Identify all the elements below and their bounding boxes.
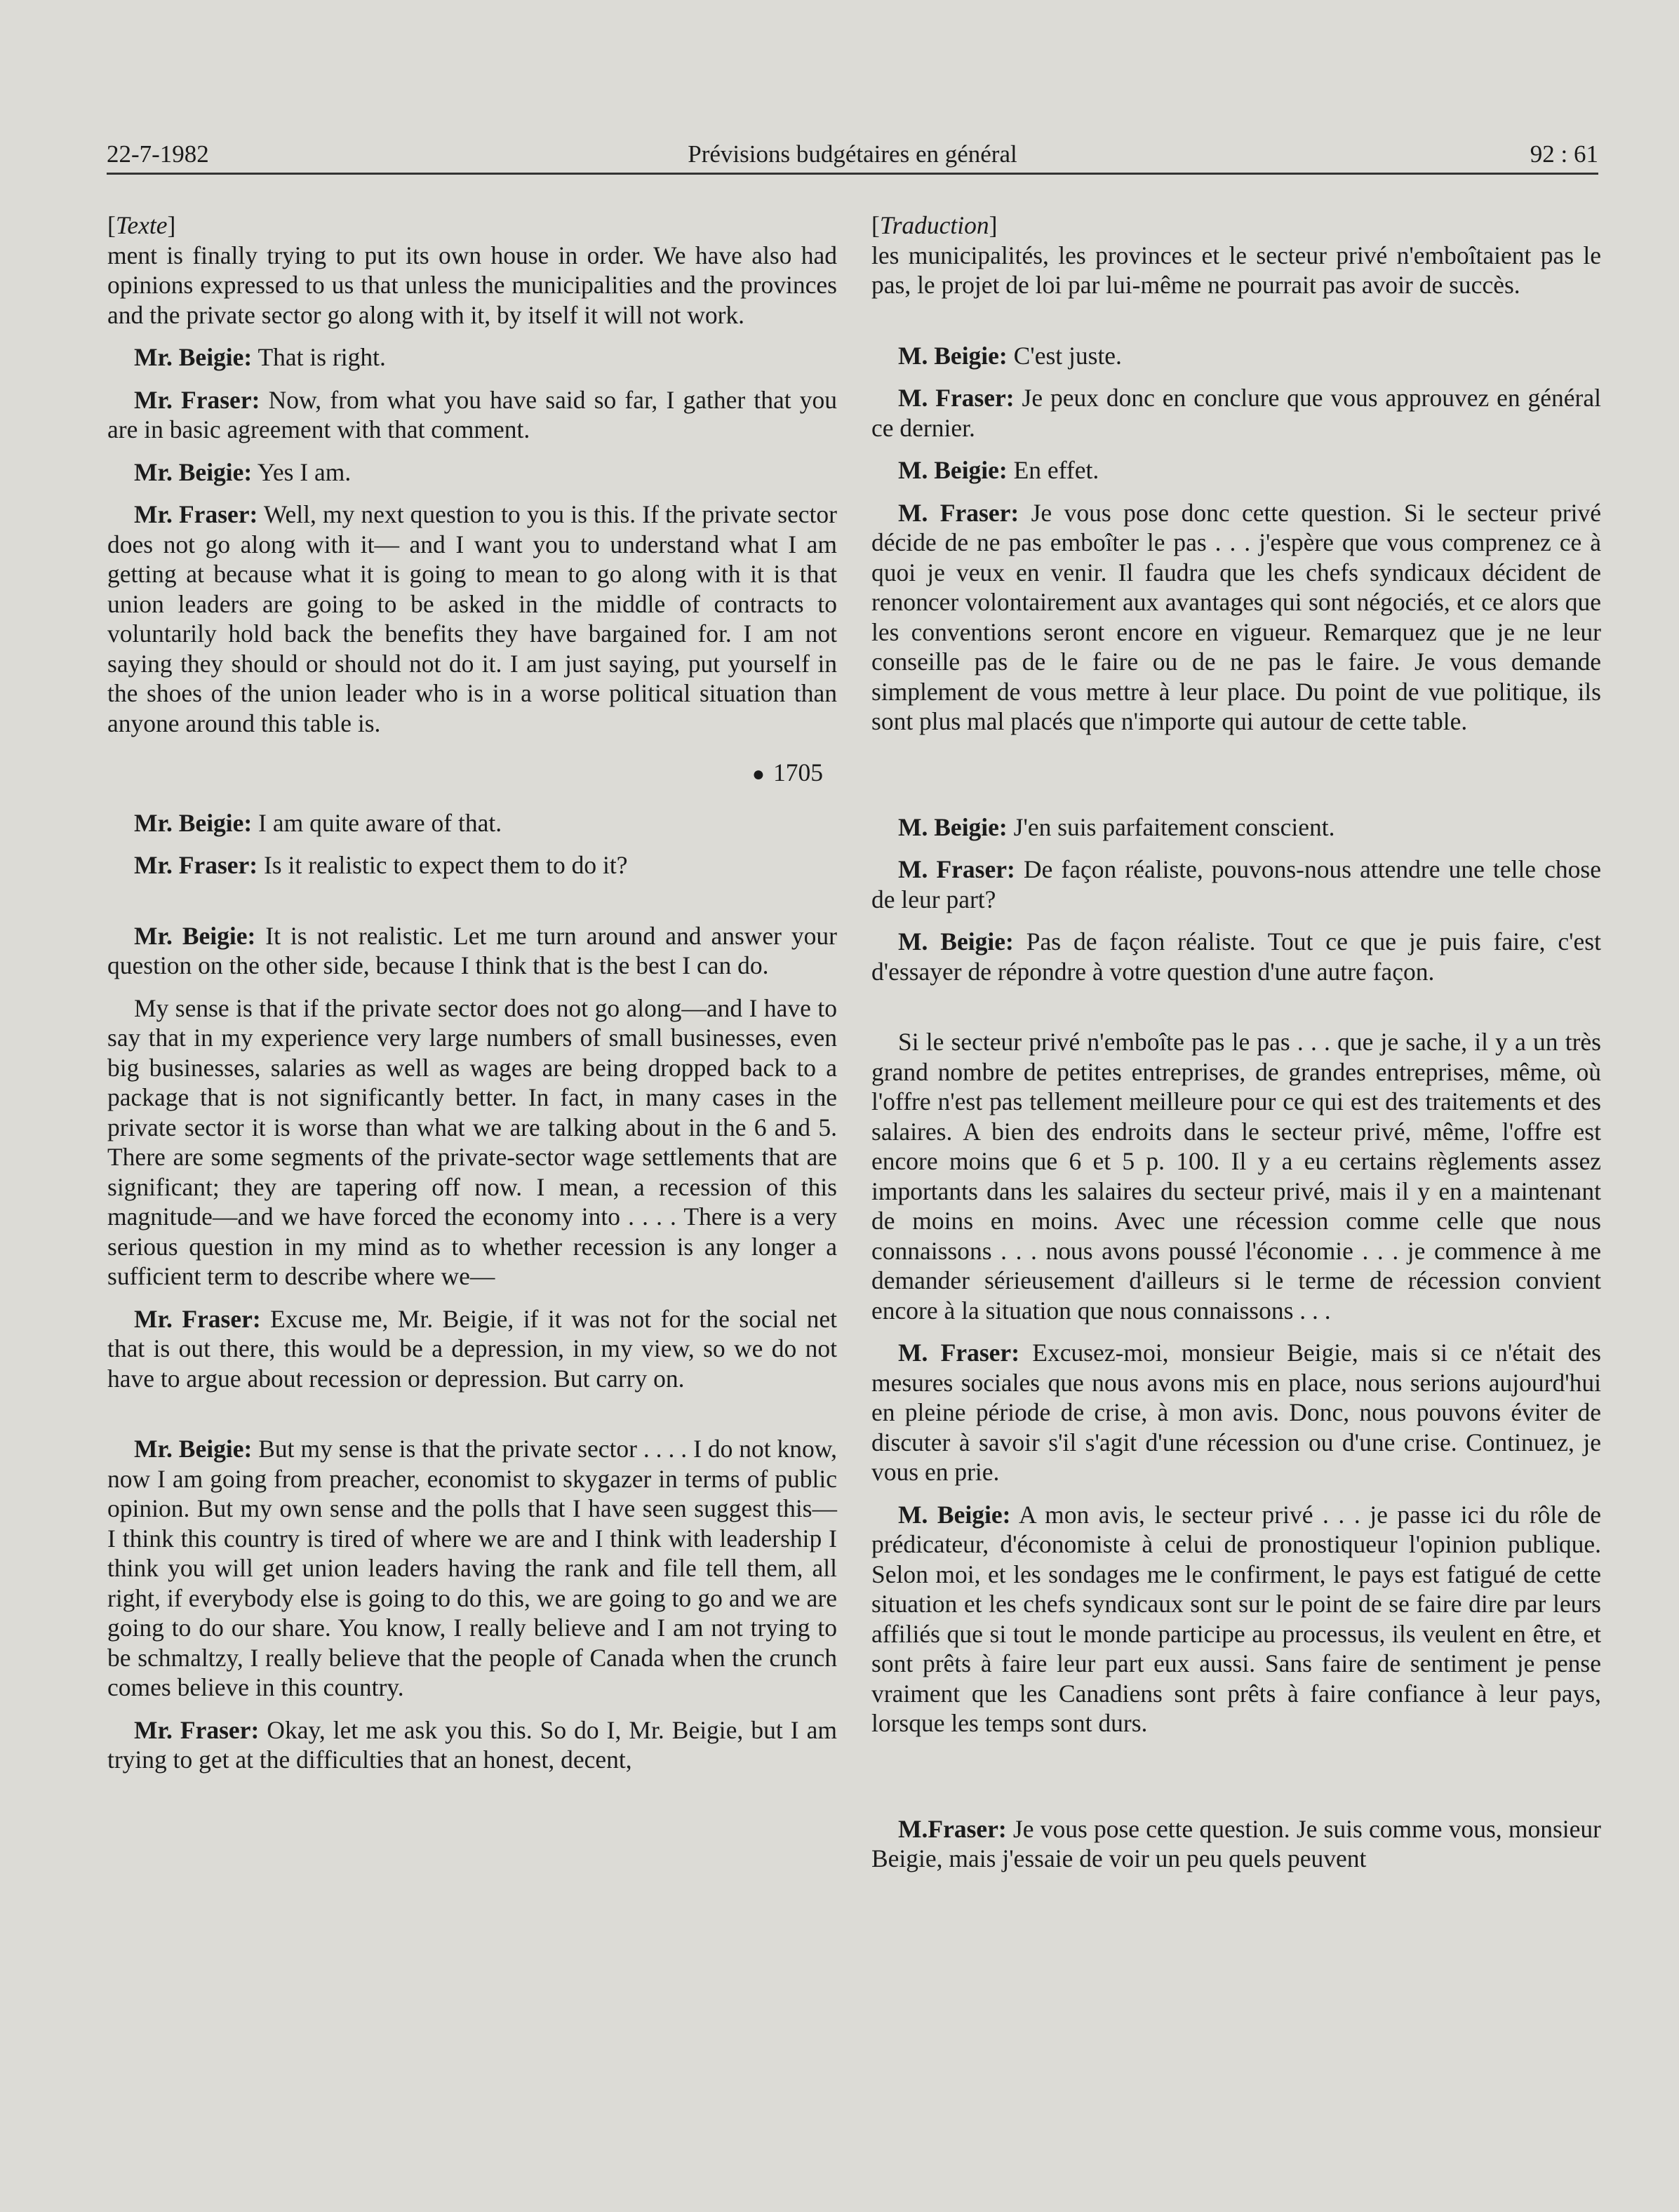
paragraph: ment is finally trying to put its own house in order. We have also had opinions expressed to us that unless the municipalities and the provinces and the private sector go along with it, by itself it will not work. xyxy=(107,241,837,329)
speech: M.Fraser: Je vous pose cette question. Je suis comme vous, monsieur Beigie, mais j'essaie de voir un peu quels peuvent xyxy=(871,1814,1601,1872)
time-marker: ● 1705 xyxy=(751,758,823,786)
speaker: M. Beigie: xyxy=(898,456,1008,484)
speaker: Mr. Fraser: xyxy=(134,851,258,879)
speech: M. Beigie: A mon avis, le secteur privé . . . je passe ici du rôle de prédicateur, d'économiste à celui de pronostiqueur l'opinion publique. Selon moi, et les sondages me le confirment, le pays est fatigué de cette situation et les chefs syndicaux sont sur le point de se faire dire par leurs affiliés que si tout le monde participe au processus, ils veulent en être, et sont prêts à faire leur part eux aussi. Sans faire de sentiment je pense vraiment que les Canadiens sont prêts à faire confiance à leur pays, lorsque les temps sont durs. xyxy=(871,1500,1602,1737)
english-column xyxy=(107,210,837,1775)
speaker: Mr. Beigie: xyxy=(134,1435,253,1463)
speech: M. Beigie: Pas de façon réaliste. Tout ce que je puis faire, c'est d'essayer de répondre à votre question d'une autre façon. xyxy=(871,927,1601,986)
speaker: M.Fraser: xyxy=(898,1814,1007,1843)
speech: Mr. Beigie: Yes I am. xyxy=(134,457,352,486)
speech: Mr. Beigie: That is right. xyxy=(134,343,386,371)
speech: M. Fraser: Je vous pose donc cette question. Si le secteur privé décide de ne pas emboîter le pas . . . j'espère que vous comprenez ce à quoi je veux en venir. Il faudra que les chefs syndicaux décident de renoncer volontairement aux avantages qui sont négociés, et ce alors que les conventions seront encore en vigueur. Remarquez que je ne leur conseille pas de le faire ou de ne pas le faire. Je vous demande simplement de vous mettre à leur place. Du point de vue politique, ils sont plus mal placés que n'importe qui autour de cette table. xyxy=(871,498,1601,735)
speaker: M. Fraser: xyxy=(898,1339,1020,1367)
speech: M. Beigie: En effet. xyxy=(898,456,1099,484)
paragraph: My sense is that if the private sector does not go along—and I have to say that in my experience very large numbers of small businesses, even big businesses, salaries as well as wages are being dropped back to a package that is not significantly better. In fact, in many cases in the private sector it is worse than what we are talking about in the 6 and 5. There are some segments of the private-sector wage settlements that are significant; they are tapering off now. I mean, a recession of this magnitude—and we have forced the economy into . . . . There is a very serious question in my mind as to whether recession is any longer a sufficient term to describe where we— xyxy=(107,993,837,1290)
page-header xyxy=(107,138,1598,175)
speech: M. Fraser: Je peux donc en conclure que vous approuvez en général ce dernier. xyxy=(871,384,1601,442)
section-label: [Texte] xyxy=(107,211,176,239)
speech: M. Fraser: De façon réaliste, pouvons-nous attendre une telle chose de leur part? xyxy=(871,855,1601,913)
speaker: M. Beigie: xyxy=(898,341,1008,370)
speech: Mr. Fraser: Now, from what you have said so far, I gather that you are in basic agreement with that comment. xyxy=(107,385,837,443)
speaker: M. Fraser: xyxy=(898,498,1019,527)
speaker: Mr. Beigie: xyxy=(134,343,253,371)
header-page-number: 92 : 61 xyxy=(1530,140,1598,168)
speaker: Mr. Fraser: xyxy=(134,1715,260,1744)
speech: Mr. Beigie: I am quite aware of that. xyxy=(134,808,502,837)
speech: M. Beigie: J'en suis parfaitement conscient. xyxy=(898,812,1335,841)
speaker: Mr. Fraser: xyxy=(134,1304,261,1333)
header-title: Prévisions budgétaires en général xyxy=(688,140,1017,168)
speech: Mr. Fraser: Well, my next question to you is this. If the private sector does not go along with it— and I want you to understand what I am getting at because what it is going to mean to go along with it is that union leaders are going to be asked in the middle of contracts to voluntarily hold back the benefits they have bargained for. I am not saying they should or should not do it. I am just saying, put yourself in the shoes of the union leader who is in a worse political situation than anyone around this table is. xyxy=(107,500,837,737)
speech: M. Fraser: Excusez-moi, monsieur Beigie, mais si ce n'était des mesures sociales que nous avons mis en place, nous serions aujourd'hui en pleine période de crise, à mon avis. Donc, nous pouvons éviter de discuter à savoir s'il s'agit d'une récession ou d'une crise. Continuez, je vous en prie. xyxy=(871,1339,1601,1486)
speaker: Mr. Beigie: xyxy=(134,921,256,950)
speech: M. Beigie: C'est juste. xyxy=(898,341,1122,370)
speaker: M. Fraser: xyxy=(898,384,1015,412)
section-label: [Traduction] xyxy=(871,211,998,239)
speech: Mr. Beigie: But my sense is that the private sector . . . . I do not know, now I am going from preacher, economist to skygazer in terms of public opinion. But my own sense and the polls that I have seen suggest this— I think this country is tired of where we are and I think with leadership I think you will get union leaders having the rank and file tell them, all right, if everybody else is going to do this, we are going to go and we are going to do our share. You know, I really believe and I am not trying to be schmaltzy, I really believe that the people of Canada when the crunch comes believe in this country. xyxy=(107,1435,838,1701)
speaker: Mr. Beigie: xyxy=(134,457,253,486)
speech: Mr. Fraser: Okay, let me ask you this. So do I, Mr. Beigie, but I am trying to get at the difficulties that an honest, decent, xyxy=(107,1715,837,1774)
speech: Mr. Fraser: Excuse me, Mr. Beigie, if it was not for the social net that is out there, this would be a depression, in my view, so we do not have to argue about recession or depression. But carry on. xyxy=(107,1304,837,1393)
french-column xyxy=(871,210,1601,1874)
speaker: M. Fraser: xyxy=(898,855,1015,883)
speech: Mr. Fraser: Is it realistic to expect them to do it? xyxy=(134,851,628,879)
speaker: M. Beigie: xyxy=(898,1500,1011,1529)
speaker: Mr. Beigie: xyxy=(134,808,253,837)
paragraph: les municipalités, les provinces et le secteur privé n'emboîtaient pas le pas, le projet de loi par lui-même ne pourrait pas avoir de succès. xyxy=(871,241,1601,299)
speaker: Mr. Fraser: xyxy=(134,500,258,528)
header-date: 22-7-1982 xyxy=(107,140,209,168)
speaker: M. Beigie: xyxy=(898,927,1014,956)
paragraph: Si le secteur privé n'emboîte pas le pas . . . que je sache, il y a un très grand nombre de petites entreprises, de grandes entreprises, même, où l'offre n'est pas tellement meilleure pour ce qui est des traitements et des salaires. A bien des endroits dans le secteur privé, même, l'offre est encore moins que 6 et 5 p. 100. Il y a eu certains règlements assez importants dans les salaires du secteur privé, mais il y en a maintenant de moins en moins. Avec une récession comme celle que nous connaissons . . . nous avons poussé l'économie . . . je commence à me demander sérieusement d'ailleurs si le terme de récession convient encore à la situation que nous connaissons . . . xyxy=(871,1028,1601,1325)
speaker: Mr. Fraser: xyxy=(134,385,260,414)
speaker: M. Beigie: xyxy=(898,812,1008,841)
speech: Mr. Beigie: It is not realistic. Let me turn around and answer your question on the other side, because I think that is the best I can do. xyxy=(107,921,838,979)
